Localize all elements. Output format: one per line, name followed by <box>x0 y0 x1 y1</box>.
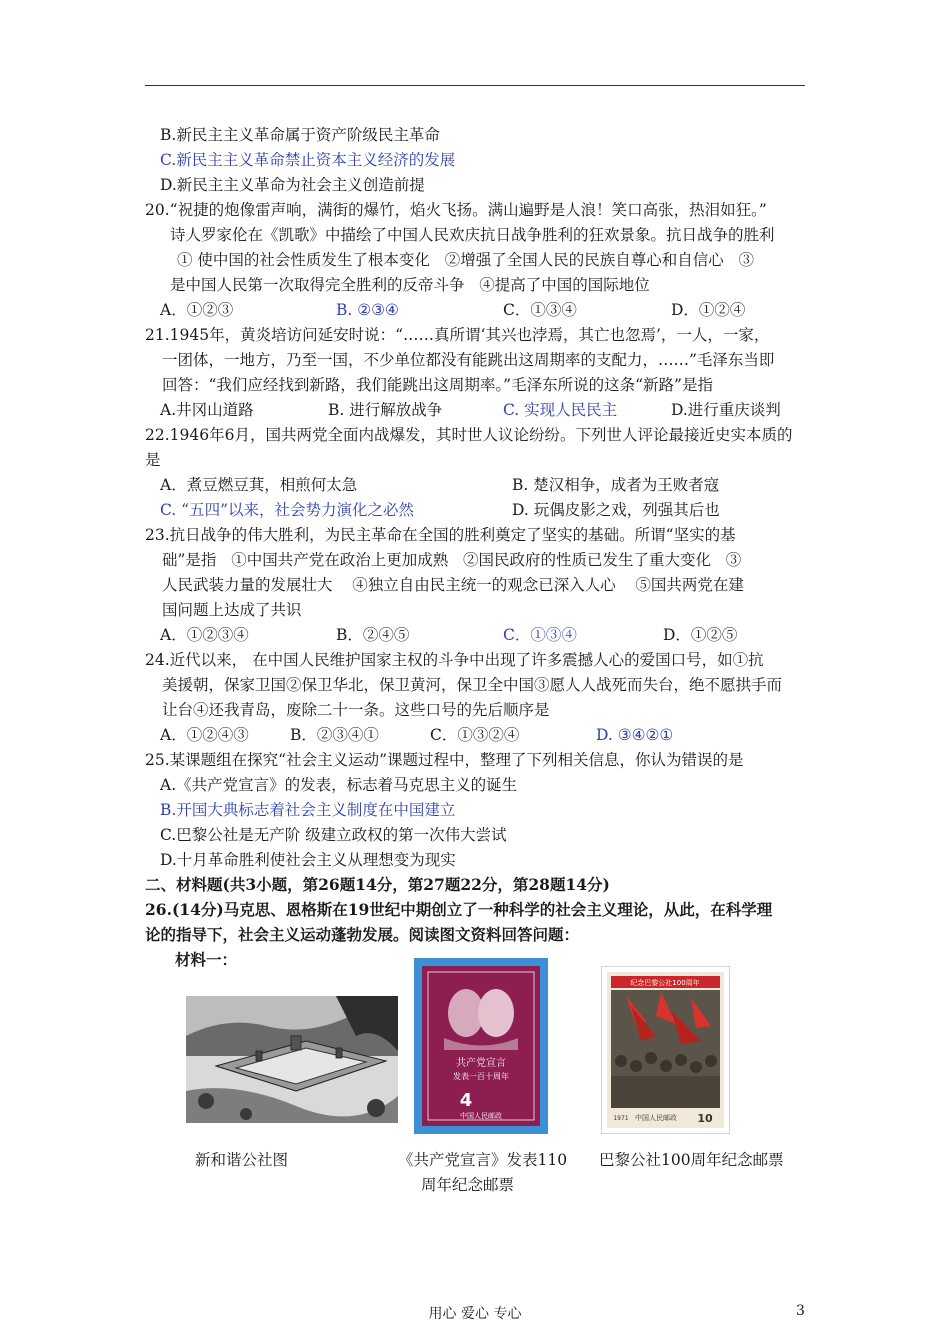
text-line: 24.近代以来， 在中国人民维护国家主权的斗争中出现了许多震撼人心的爱国口号，如①抗 <box>145 651 764 669</box>
text-line: 23.抗日战争的伟大胜利，为民主革命在全国的胜利奠定了坚实的基础。所谓“坚实的基 <box>145 526 736 544</box>
answer-option: C．①③④ <box>503 626 577 644</box>
text-line: 人民武装力量的发展壮大 ④独立自由民主统一的观念已深入人心 ⑤国共两党在建 <box>162 576 744 594</box>
text-line: 国问题上达成了共识 <box>162 601 302 619</box>
text-line: B. 楚汉相争，成者为王败者寇 <box>512 476 720 494</box>
text-line: 让台④还我青岛，废除二十一条。这些口号的先后顺序是 <box>162 701 550 719</box>
text-line: 诗人罗家伦在《凯歌》中描绘了中国人民欢庆抗日战争胜利的狂欢景象。抗日战争的胜利 <box>170 226 775 244</box>
answer-option: A．①②③④ <box>160 626 249 644</box>
manifesto-stamp-post: 中国人民邮政 <box>460 1112 502 1120</box>
caption-manifesto-line2: 周年纪念邮票 <box>421 1176 515 1194</box>
text-line: D. 玩偶皮影之戏，列强其后也 <box>512 501 720 519</box>
answer-option: B．②④⑤ <box>336 626 410 644</box>
text-line: 回答：“我们应经找到新路，我们能跳出这周期率。”毛泽东所说的这条“新路”是指 <box>162 376 713 394</box>
text-line: 是中国人民第一次取得完全胜利的反帝斗争 ④提高了中国的国际地位 <box>170 276 650 294</box>
answer-option: D．①②⑤ <box>663 626 738 644</box>
text-line: 26.(14分)马克思、恩格斯在19世纪中期创立了一种科学的社会主义理论，从此，在科学理 <box>145 900 773 919</box>
text-line: 二、材料题(共3小题，第26题14分，第27题22分，第28题14分) <box>145 875 610 894</box>
text-line: D.十月革命胜利使社会主义从理想变为现实 <box>160 851 456 869</box>
text-line: ① 使中国的社会性质发生了根本变化 ②增强了全国人民的民族自尊心和自信心 ③ <box>177 251 754 269</box>
header-rule <box>145 85 805 86</box>
answer-option: C．①③④ <box>503 301 577 319</box>
answer-option: B. ②③④ <box>336 301 399 319</box>
text-line: 21.1945年，黄炎培访问延安时说：“……真所谓‘其兴也浡焉，其亡也忽焉’，一人，一家， <box>145 326 770 344</box>
text-line: B.开国大典标志着社会主义制度在中国建立 <box>160 801 456 819</box>
text-line: 25.某课题组在探究“社会主义运动”课题过程中，整理了下列相关信息，你认为错误的是 <box>145 751 744 769</box>
answer-option: D. ③④②① <box>596 726 674 744</box>
text-line: C. “五四”以来，社会势力演化之必然 <box>160 501 415 519</box>
text-line: B.新民主主义革命属于资产阶级民主革命 <box>160 126 440 144</box>
page-footer: 用心 爱心 专心 <box>428 1306 522 1322</box>
new-harmony-image <box>186 996 398 1123</box>
manifesto-stamp-image <box>414 958 548 1134</box>
text-line: 论的指导下，社会主义运动蓬勃发展。阅读图文资料回答问题： <box>145 925 580 944</box>
text-line: A.《共产党宣言》的发表，标志着马克思主义的诞生 <box>160 776 518 794</box>
answer-option: D．①②④ <box>671 301 746 319</box>
commune-stamp-post: 中国人民邮政 <box>635 1114 677 1122</box>
manifesto-stamp-subtitle: 发表一百十周年 <box>453 1072 509 1081</box>
manifesto-stamp-value: 4 <box>459 1090 473 1111</box>
commune-stamp-value: 10 <box>697 1112 713 1125</box>
commune-stamp-year: 1971 <box>613 1115 629 1122</box>
text-line: A．煮豆燃豆萁，相煎何太急 <box>160 476 358 494</box>
text-line: D.新民主主义革命为社会主义创造前提 <box>160 176 425 194</box>
text-line: 一团体，一地方，乃至一国，不少单位都没有能跳出这周期率的支配力，……”毛泽东当即 <box>162 351 775 369</box>
paris-commune-stamp-image <box>601 966 730 1134</box>
text-line: C.巴黎公社是无产阶 级建立政权的第一次伟大尝试 <box>160 826 507 844</box>
caption-new-harmony: 新和谐公社图 <box>195 1151 289 1169</box>
text-line: C.新民主主义革命禁止资本主义经济的发展 <box>160 151 456 169</box>
manifesto-stamp-title: 共产党宣言 <box>456 1058 506 1069</box>
answer-option: C. 实现人民民主 <box>503 401 618 419</box>
caption-manifesto-line1: 《共产党宣言》发表110 <box>398 1151 568 1169</box>
answer-option: A．①②③ <box>160 301 234 319</box>
text-line: 22.1946年6月，国共两党全面内战爆发，其时世人议论纷纷。下列世人评论最接近史实本质的 <box>145 426 793 444</box>
page-number: 3 <box>796 1303 805 1319</box>
answer-option: A．①②④③ <box>160 726 249 744</box>
caption-paris-commune: 巴黎公社100周年纪念邮票 <box>599 1151 784 1169</box>
text-line: 20.“祝捷的炮像雷声响，满街的爆竹，焰火飞扬。满山遍野是人浪！笑口高张，热泪如狂。” <box>145 201 767 219</box>
text-line: 是 <box>145 451 161 469</box>
text-line: 美援朝，保家卫国②保卫华北，保卫黄河，保卫全中国③愿人人战死而失台，绝不愿拱手而 <box>162 676 783 694</box>
text-line: 础”是指 ①中国共产党在政治上更加成熟 ②国民政府的性质已发生了重大变化 ③ <box>162 551 742 569</box>
text-line: 材料一： <box>175 950 238 969</box>
answer-option: D.进行重庆谈判 <box>671 401 781 419</box>
answer-option: C．①③②④ <box>430 726 520 744</box>
answer-option: B. 进行解放战争 <box>328 401 443 419</box>
commune-stamp-title: 纪念巴黎公社100周年 <box>630 979 700 987</box>
answer-option: A.井冈山道路 <box>160 401 254 419</box>
answer-option: B．②③④① <box>290 726 379 744</box>
